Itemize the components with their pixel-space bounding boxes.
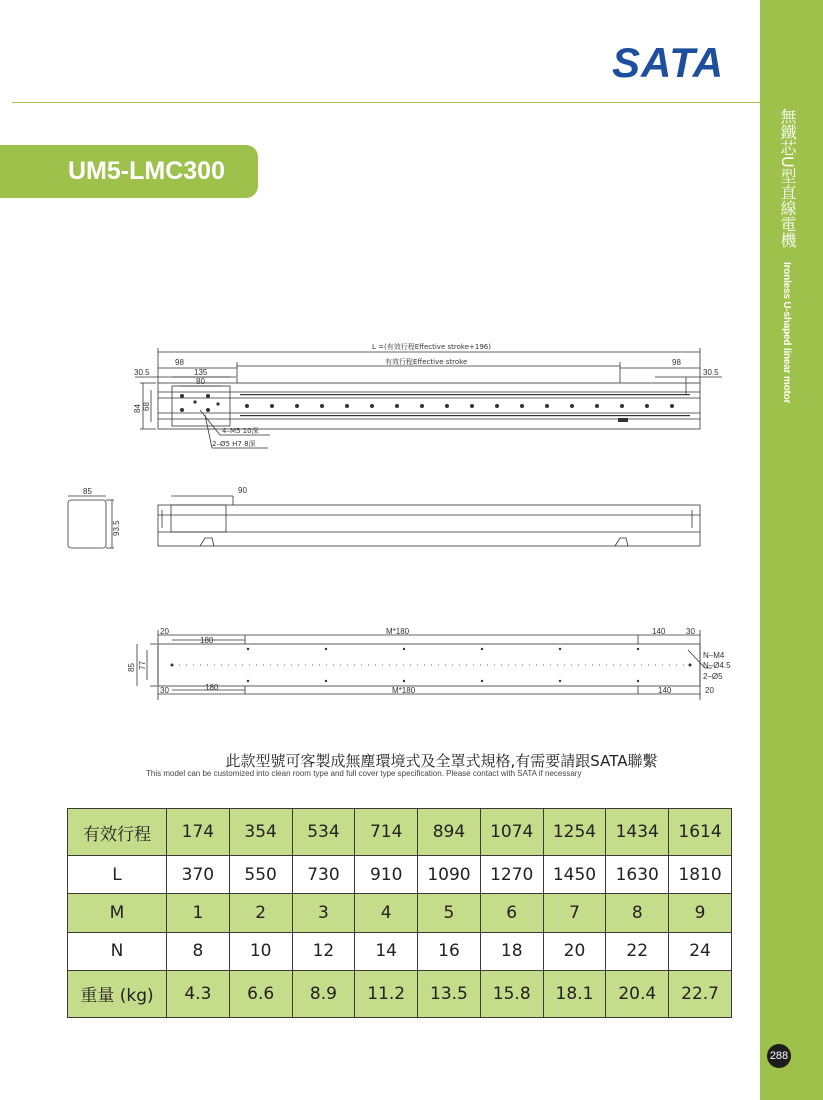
end-view-height: 93.5	[112, 520, 121, 536]
side-view-90: 90	[238, 486, 247, 495]
table-cell: 10	[229, 932, 292, 970]
bottom-dim-30-bottom: 30	[160, 686, 169, 695]
table-cell: 13.5	[418, 970, 481, 1017]
table-cell: 4.3	[167, 970, 230, 1017]
table-row	[68, 809, 732, 856]
row-label-l: L	[68, 856, 167, 894]
table-cell: 12	[292, 932, 355, 970]
hole-note-1: 4–M5 10深	[222, 427, 259, 435]
dim-68: 68	[142, 402, 151, 411]
table-cell: 8	[606, 894, 669, 932]
table-cell: 174	[167, 809, 230, 856]
row-label-m: M	[68, 894, 167, 932]
dim-right-end: 30.5	[703, 368, 719, 377]
table-cell: 6	[480, 894, 543, 932]
table-cell: 1254	[543, 809, 606, 856]
table-cell: 1090	[418, 856, 481, 894]
bottom-hole-2-d5: 2–Ø5	[703, 672, 723, 681]
table-cell: 20	[543, 932, 606, 970]
dim-length-label: L =(有效行程Effective stroke+196)	[372, 343, 491, 351]
table-row	[68, 970, 732, 1017]
dim-left-end: 30.5	[134, 368, 150, 377]
model-title: UM5-LMC300	[68, 157, 225, 185]
end-view-width: 85	[83, 487, 92, 496]
table-cell: 1614	[669, 809, 732, 856]
table-cell: 1434	[606, 809, 669, 856]
table-cell: 22.7	[669, 970, 732, 1017]
table-cell: 20.4	[606, 970, 669, 1017]
bottom-dim-77: 77	[138, 661, 147, 670]
dim-left-98: 98	[175, 358, 184, 367]
table-row	[68, 894, 732, 932]
sidebar-category-zh: 無鐵芯U型直線電機	[778, 108, 797, 248]
table-cell: 18	[480, 932, 543, 970]
table-cell: 354	[229, 809, 292, 856]
side-view	[158, 496, 700, 546]
table-cell: 534	[292, 809, 355, 856]
table-cell: 8	[167, 932, 230, 970]
table-row	[68, 856, 732, 894]
table-cell: 7	[543, 894, 606, 932]
dim-right-98: 98	[672, 358, 681, 367]
row-label-n: N	[68, 932, 167, 970]
table-row	[68, 932, 732, 970]
bottom-dim-m180-bottom: M*180	[392, 686, 416, 695]
end-view	[68, 496, 114, 548]
table-cell: 6.6	[229, 970, 292, 1017]
table-cell: 910	[355, 856, 418, 894]
bottom-dim-m180-top: M*180	[386, 627, 410, 636]
table-cell: 3	[292, 894, 355, 932]
table-cell: 714	[355, 809, 418, 856]
table-cell: 18.1	[543, 970, 606, 1017]
table-cell: 5	[418, 894, 481, 932]
dim-80: 80	[196, 377, 205, 386]
table-cell: 1270	[480, 856, 543, 894]
sidebar-category-en: Ironless U-shaped linear motor	[781, 262, 792, 404]
table-cell: 1	[167, 894, 230, 932]
table-cell: 894	[418, 809, 481, 856]
customization-note-zh	[0, 750, 823, 771]
bottom-dim-140-top: 140	[652, 627, 666, 636]
dim-135: 135	[194, 368, 208, 377]
table-cell: 15.8	[480, 970, 543, 1017]
spec-table	[67, 808, 732, 1018]
bottom-hole-n-d45: N–Ø4.5	[703, 661, 731, 670]
page-number: 288	[767, 1044, 791, 1068]
table-cell: 24	[669, 932, 732, 970]
table-cell: 11.2	[355, 970, 418, 1017]
table-cell: 16	[418, 932, 481, 970]
sata-logo: SATA	[612, 39, 725, 86]
bottom-dim-20-top: 20	[160, 627, 169, 636]
bottom-dim-20-bottom: 20	[705, 686, 714, 695]
table-cell: 4	[355, 894, 418, 932]
customization-note-en: This model can be customized into clean room type and full cover type specification. Please contact with SATA if necessary	[146, 769, 582, 778]
hole-note-2: 2–Ø5 H7 8深	[212, 440, 256, 448]
table-cell: 14	[355, 932, 418, 970]
table-cell: 8.9	[292, 970, 355, 1017]
table-cell: 9	[669, 894, 732, 932]
dim-84: 84	[133, 404, 142, 413]
bottom-dim-85: 85	[127, 663, 136, 672]
table-cell: 370	[167, 856, 230, 894]
bottom-dim-180-top: 180	[200, 636, 214, 645]
table-cell: 550	[229, 856, 292, 894]
table-cell: 1074	[480, 809, 543, 856]
table-cell: 1810	[669, 856, 732, 894]
bottom-dim-140-bottom: 140	[658, 686, 672, 695]
bottom-dim-180-bottom: 180	[205, 683, 219, 692]
table-cell: 22	[606, 932, 669, 970]
table-cell: 1450	[543, 856, 606, 894]
table-cell: 2	[229, 894, 292, 932]
bottom-hole-n-m4: N–M4	[703, 651, 725, 660]
row-label-weight: 重量 (kg)	[68, 970, 167, 1017]
dim-stroke-label: 有效行程Effective stroke	[385, 358, 468, 366]
customization-note-zh-text: 此款型號可客製成無塵環境式及全罩式規格,有需要請跟SATA聯繫	[225, 752, 658, 770]
row-label-stroke: 有效行程	[68, 809, 167, 856]
table-cell: 730	[292, 856, 355, 894]
bottom-view	[137, 630, 712, 700]
table-cell: 1630	[606, 856, 669, 894]
bottom-dim-30-top: 30	[686, 627, 695, 636]
